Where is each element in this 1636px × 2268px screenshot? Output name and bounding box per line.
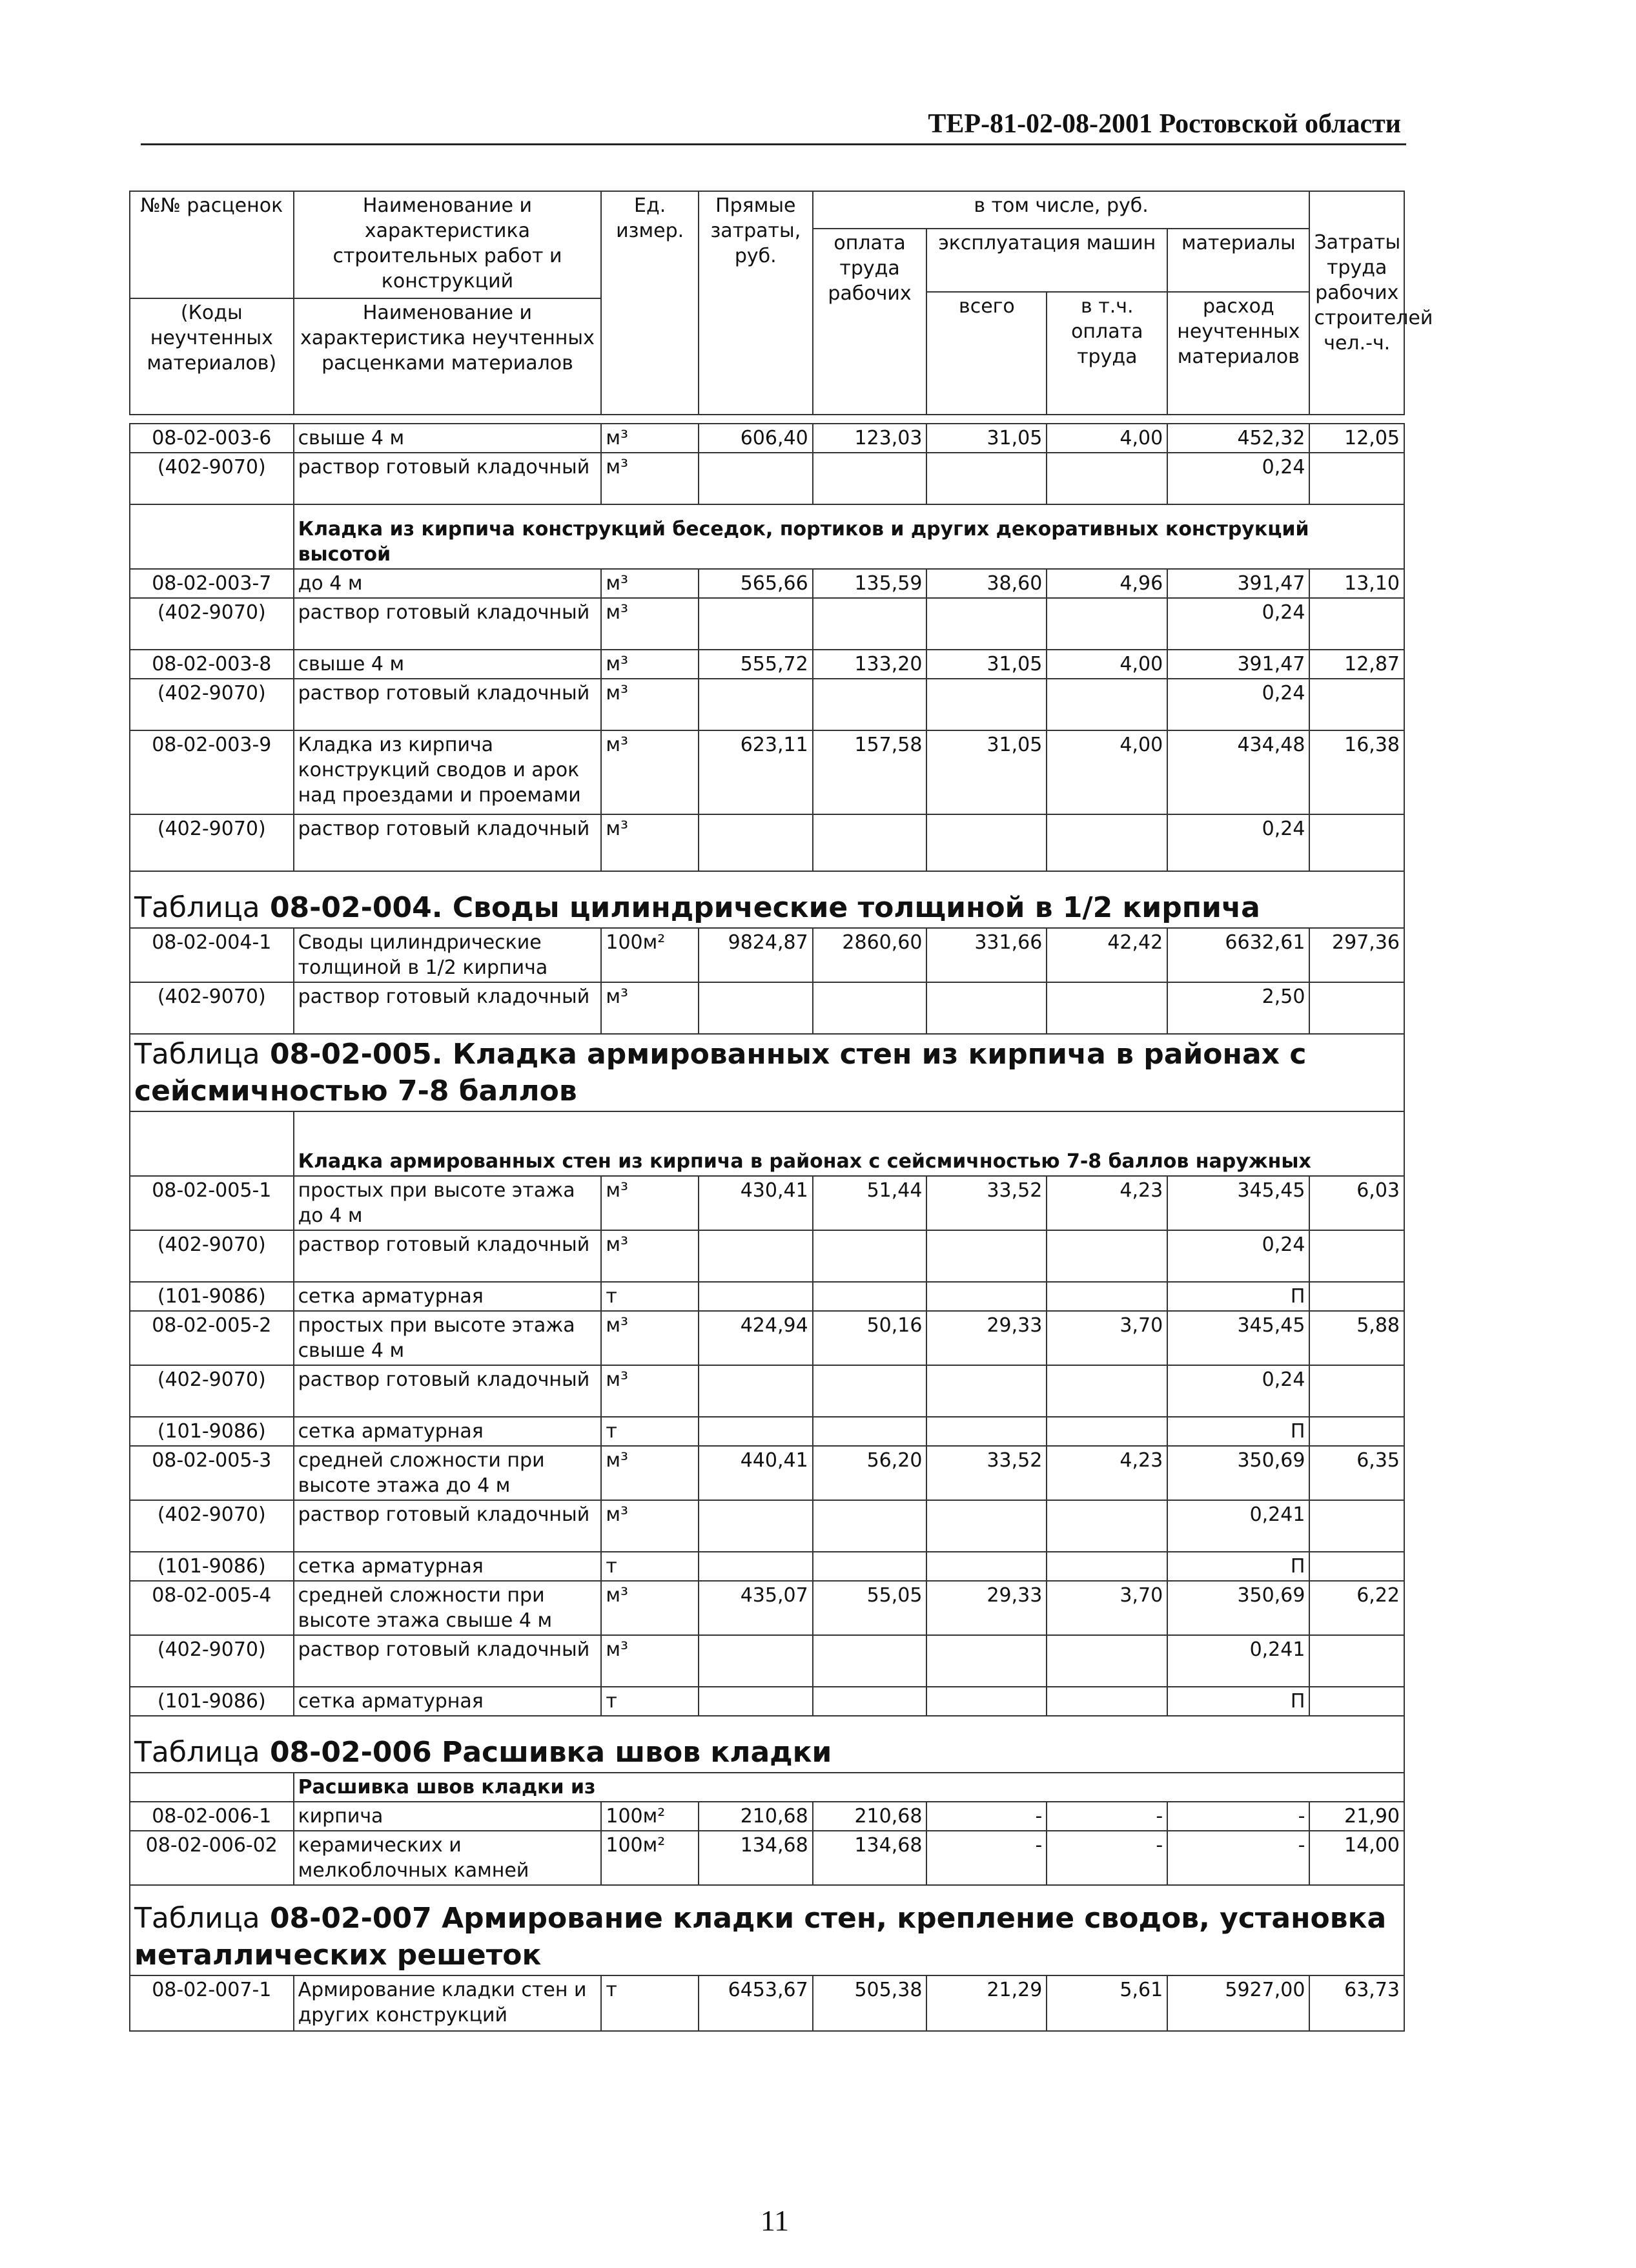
subheading-003: Кладка из кирпича конструкций беседок, портиков и других декоративных конструкций высотой	[294, 504, 1404, 569]
table-row: 08-02-003-8 свыше 4 м м³ 555,72 133,20 31,05 4,00 391,47 12,87	[130, 650, 1404, 679]
col-direct: Прямые затраты, руб.	[699, 191, 813, 415]
subheading-006: Расшивка швов кладки из	[294, 1773, 1404, 1802]
table-row: (402-9070) раствор готовый кладочный м³ 0,241	[130, 1635, 1404, 1687]
col-mach-total: всего	[926, 292, 1047, 415]
table-row: (402-9070) раствор готовый кладочный м³ 0,24	[130, 1230, 1404, 1282]
table-006-title: Таблица 08-02-006 Расшивка швов кладки	[130, 1716, 1404, 1773]
table-row: 08-02-007-1 Армирование кладки стен и других конструкций т 6453,67 505,38 21,29 5,61 5927,00 63,73	[130, 1975, 1404, 2031]
table-row: (402-9070) раствор готовый кладочный м³ 0,241	[130, 1500, 1404, 1552]
col-unit: Ед. измер.	[601, 191, 699, 415]
table-005-title: Таблица 08-02-005. Кладка армированных стен из кирпича в районах с сейсмичностью 7-8 баллов	[130, 1034, 1404, 1111]
table-row: 08-02-006-1 кирпича 100м² 210,68 210,68 - - - 21,90	[130, 1802, 1404, 1831]
table-row: 08-02-006-02 керамических и мелкоблочных камней 100м² 134,68 134,68 - - - 14,00	[130, 1831, 1404, 1885]
table-row: 08-02-003-9 Кладка из кирпича конструкций сводов и арок над проездами и проемами м³ 623,11 157,58 31,05 4,00 434,48 16,38	[130, 730, 1404, 814]
table-row: 08-02-005-3 средней сложности при высоте этажа до 4 м м³ 440,41 56,20 33,52 4,23 350,69 6,35	[130, 1446, 1404, 1500]
table-row: (101-9086) сетка арматурная т П	[130, 1687, 1404, 1716]
table-row: (402-9070) раствор готовый кладочный м³ 0,24	[130, 814, 1404, 871]
table-row: (402-9070) раствор готовый кладочный м³ 0,24	[130, 679, 1404, 730]
table-007-title: Таблица 08-02-007 Армирование кладки стен, крепление сводов, установка металлических решеток	[130, 1885, 1404, 1975]
table-row: 08-02-003-6 свыше 4 м м³ 606,40 123,03 31,05 4,00 452,32 12,05	[130, 424, 1404, 453]
table-row: (402-9070) раствор готовый кладочный м³ 0,24	[130, 453, 1404, 504]
table-row: (101-9086) сетка арматурная т П	[130, 1417, 1404, 1446]
subheading-005: Кладка армированных стен из кирпича в районах с сейсмичностью 7-8 баллов наружных	[294, 1111, 1404, 1176]
table-row: (101-9086) сетка арматурная т П	[130, 1552, 1404, 1581]
col-labor-pay: оплата труда рабочих	[813, 229, 927, 415]
table-row: (402-9070) раствор готовый кладочный м³ 2,50	[130, 982, 1404, 1034]
col-materials: материалы	[1167, 229, 1309, 292]
rates-table	[129, 191, 1433, 2032]
col-name-top: Наименование и характеристика строительных работ и конструкций	[294, 191, 602, 298]
table-row: 08-02-003-7 до 4 м м³ 565,66 135,59 38,60 4,96 391,47 13,10	[130, 569, 1404, 598]
table-row: (402-9070) раствор готовый кладочный м³ 0,24	[130, 1365, 1404, 1417]
header-rule	[141, 143, 1406, 145]
table-row: 08-02-005-4 средней сложности при высоте этажа свыше 4 м м³ 435,07 55,05 29,33 3,70 350,69 6,22	[130, 1581, 1404, 1635]
col-labor-cost: Затраты труда рабочих строителей чел.-ч.	[1309, 229, 1404, 415]
table-row: (101-9086) сетка арматурная т П	[130, 1282, 1404, 1311]
table-004-title: Таблица 08-02-004. Своды цилиндрические толщиной в 1/2 кирпича	[130, 871, 1404, 928]
table-row: 08-02-005-2 простых при высоте этажа свыше 4 м м³ 424,94 50,16 29,33 3,70 345,45 5,88	[130, 1311, 1404, 1365]
col-code-top: №№ расценок	[130, 191, 294, 298]
col-code-bottom: (Коды неучтенных материалов)	[130, 298, 294, 415]
document-title: ТЕР-81-02-08-2001 Ростовской области	[928, 109, 1401, 139]
table-row: 08-02-004-1 Своды цилиндрические толщиной в 1/2 кирпича 100м² 9824,87 2860,60 331,66 42,42 6632,61 297,36	[130, 928, 1404, 982]
col-unacc: расход неучтенных материалов	[1167, 292, 1309, 415]
col-name-bottom: Наименование и характеристика неучтенных расценками материалов	[294, 298, 602, 415]
page-number: 11	[760, 2204, 790, 2237]
col-machines: эксплуатация машин	[926, 229, 1167, 292]
col-mach-labor: в т.ч. оплата труда	[1047, 292, 1167, 415]
table-row: 08-02-005-1 простых при высоте этажа до 4 м м³ 430,41 51,44 33,52 4,23 345,45 6,03	[130, 1176, 1404, 1230]
table-row: (402-9070) раствор готовый кладочный м³ 0,24	[130, 598, 1404, 650]
col-incl: в том числе, руб.	[813, 191, 1310, 229]
